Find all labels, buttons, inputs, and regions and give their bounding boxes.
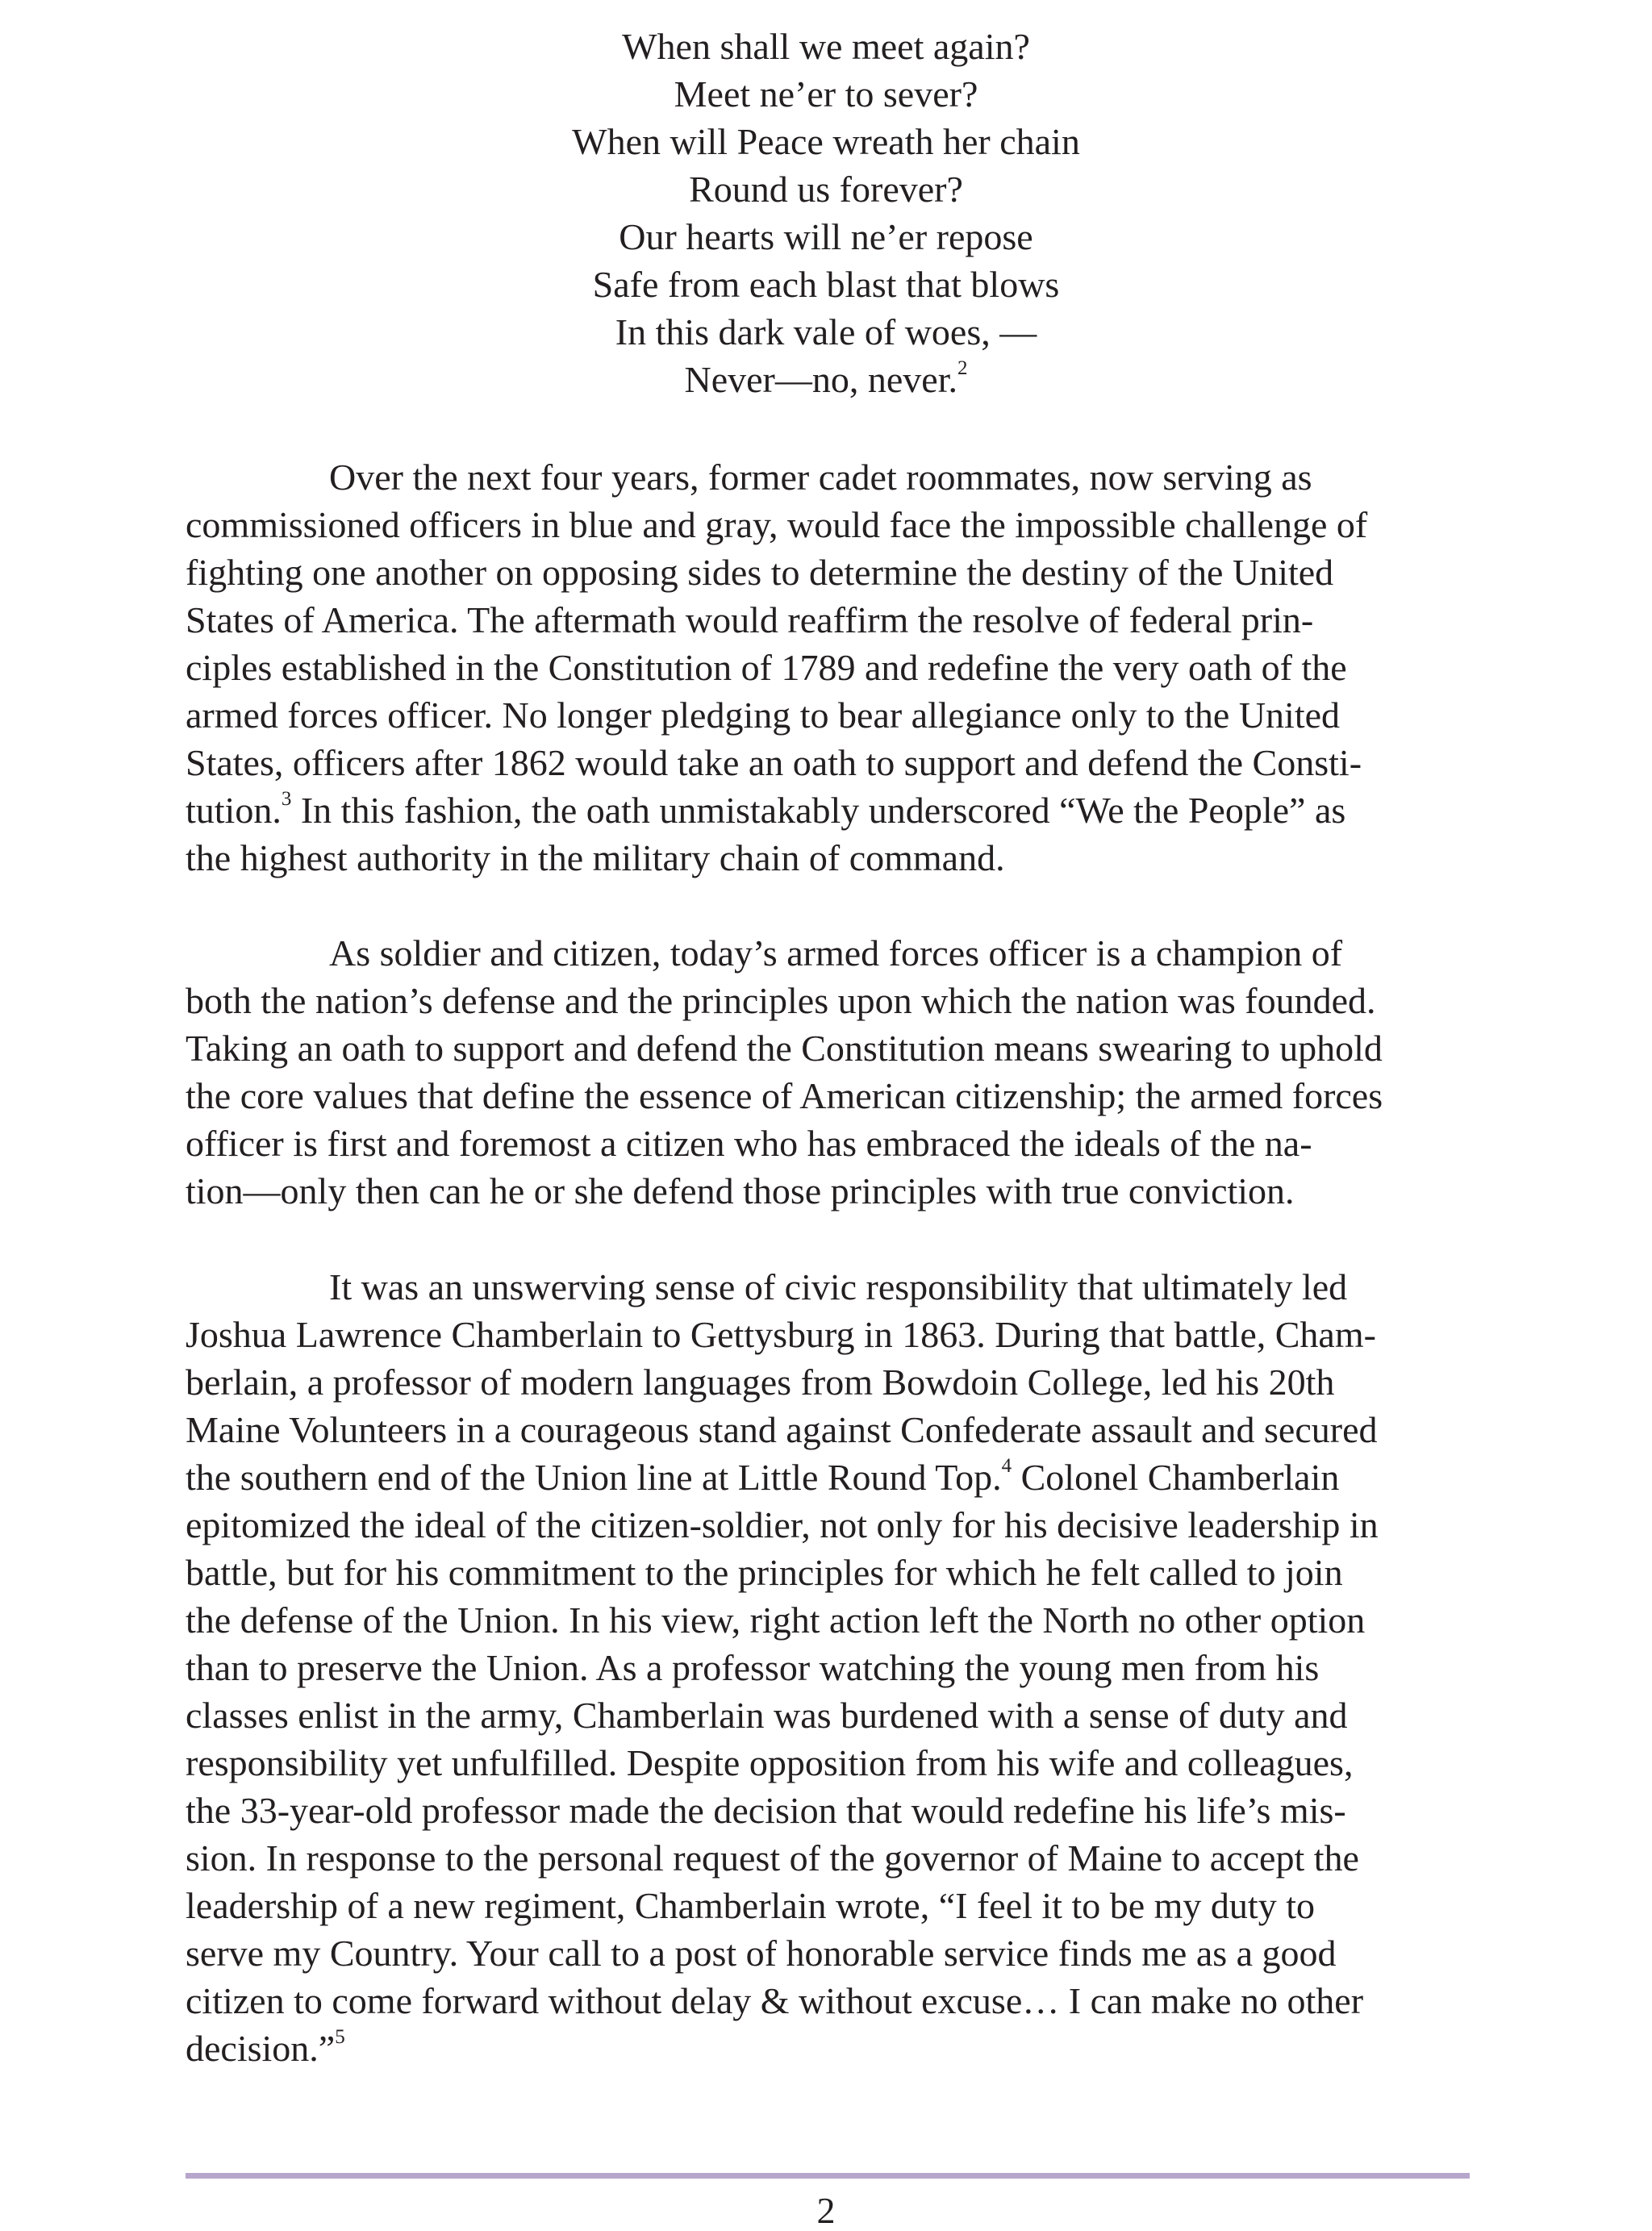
- poem-line: Our hearts will ne’er repose: [619, 216, 1033, 257]
- text-line: the defense of the Union. In his view, right action left the North no other option: [186, 1599, 1366, 1641]
- text-line: [186, 2025, 1470, 2072]
- text-line: than to preserve the Union. As a professor watching the young men from his: [186, 1647, 1320, 1688]
- text-segment: tution.: [186, 790, 282, 831]
- text-line: armed forces officer. No longer pledging to bear allegiance only to the United: [186, 694, 1341, 736]
- poem-verse: [0, 23, 1652, 403]
- text-segment: In this fashion, the oath unmistakably underscored “We the People” as: [300, 790, 1346, 831]
- poem-line: When will Peace wreath her chain: [572, 121, 1080, 162]
- text-segment: the southern end of the Union line at Little Round Top.: [186, 1457, 1002, 1498]
- poem-line: In this dark vale of woes, —: [615, 311, 1037, 352]
- footnote-reference: 5: [335, 2026, 345, 2048]
- text-line: both the nation’s defense and the principles upon which the nation was founded.: [186, 980, 1376, 1021]
- paragraph-soldier-citizen: [186, 929, 1470, 1215]
- text-line: Taking an oath to support and defend the Constitution means swearing to uphold: [186, 1028, 1383, 1069]
- text-line: Over the next four years, former cadet roommates, now serving as: [329, 457, 1312, 498]
- text-line: It was an unswerving sense of civic responsibility that ultimately led: [329, 1266, 1348, 1307]
- footnote-reference: 2: [957, 357, 968, 379]
- text-line: leadership of a new regiment, Chamberlain wrote, “I feel it to be my duty to: [186, 1885, 1315, 1926]
- text-line: [186, 1453, 1470, 1501]
- poem-line-last: [0, 356, 1652, 403]
- text-line: Maine Volunteers in a courageous stand against Confederate assault and secured: [186, 1409, 1378, 1450]
- text-line: epitomized the ideal of the citizen-soldier, not only for his decisive leadership in: [186, 1504, 1379, 1545]
- text-line: tion—only then can he or she defend those principles with true conviction.: [186, 1170, 1295, 1211]
- text-line: ciples established in the Constitution of 1789 and redefine the very oath of the: [186, 647, 1347, 688]
- poem-line: Round us forever?: [689, 169, 963, 210]
- paragraph-chamberlain: [186, 1263, 1470, 2072]
- text-segment: decision.”: [186, 2028, 336, 2069]
- text-line: berlain, a professor of modern languages from Bowdoin College, led his 20th: [186, 1362, 1335, 1403]
- footer-rule: [186, 2173, 1470, 2179]
- footnote-reference: 3: [281, 788, 292, 810]
- text-line: Joshua Lawrence Chamberlain to Gettysburg in 1863. During that battle, Cham-: [186, 1314, 1376, 1355]
- text-line: As soldier and citizen, today’s armed forces officer is a champion of: [329, 932, 1343, 974]
- text-line: fighting one another on opposing sides to determine the destiny of the United: [186, 552, 1334, 593]
- text-line: battle, but for his commitment to the principles for which he felt called to join: [186, 1552, 1343, 1593]
- text-line: the 33-year-old professor made the decision that would redefine his life’s mis-: [186, 1790, 1346, 1831]
- text-line: commissioned officers in blue and gray, would face the impossible challenge of: [186, 504, 1368, 545]
- text-line: officer is first and foremost a citizen who has embraced the ideals of the na-: [186, 1123, 1312, 1164]
- text-line: responsibility yet unfulfilled. Despite opposition from his wife and colleagues,: [186, 1742, 1354, 1783]
- text-line: [186, 786, 1470, 834]
- poem-line: Safe from each blast that blows: [592, 264, 1060, 305]
- text-line: classes enlist in the army, Chamberlain was burdened with a sense of duty and: [186, 1695, 1348, 1736]
- footnote-reference: 4: [1001, 1455, 1012, 1477]
- text-line: citizen to come forward without delay & without excuse… I can make no other: [186, 1980, 1364, 2021]
- poem-line-text: Never—no, never.: [684, 359, 957, 400]
- poem-line: When shall we meet again?: [622, 26, 1030, 67]
- paragraph-oath-history: [186, 453, 1470, 882]
- poem-line: Meet ne’er to sever?: [674, 73, 978, 115]
- page-number: 2: [816, 2190, 836, 2231]
- text-line: States, officers after 1862 would take an oath to support and defend the Consti-: [186, 742, 1362, 783]
- text-line: the core values that define the essence of American citizenship; the armed forces: [186, 1075, 1383, 1116]
- text-line: the highest authority in the military chain of command.: [186, 837, 1005, 878]
- text-segment: Colonel Chamberlain: [1020, 1457, 1340, 1498]
- text-line: States of America. The aftermath would reaffirm the resolve of federal prin-: [186, 599, 1314, 640]
- text-line: sion. In response to the personal request of the governor of Maine to accept the: [186, 1837, 1359, 1879]
- text-line: serve my Country. Your call to a post of honorable service finds me as a good: [186, 1933, 1337, 1974]
